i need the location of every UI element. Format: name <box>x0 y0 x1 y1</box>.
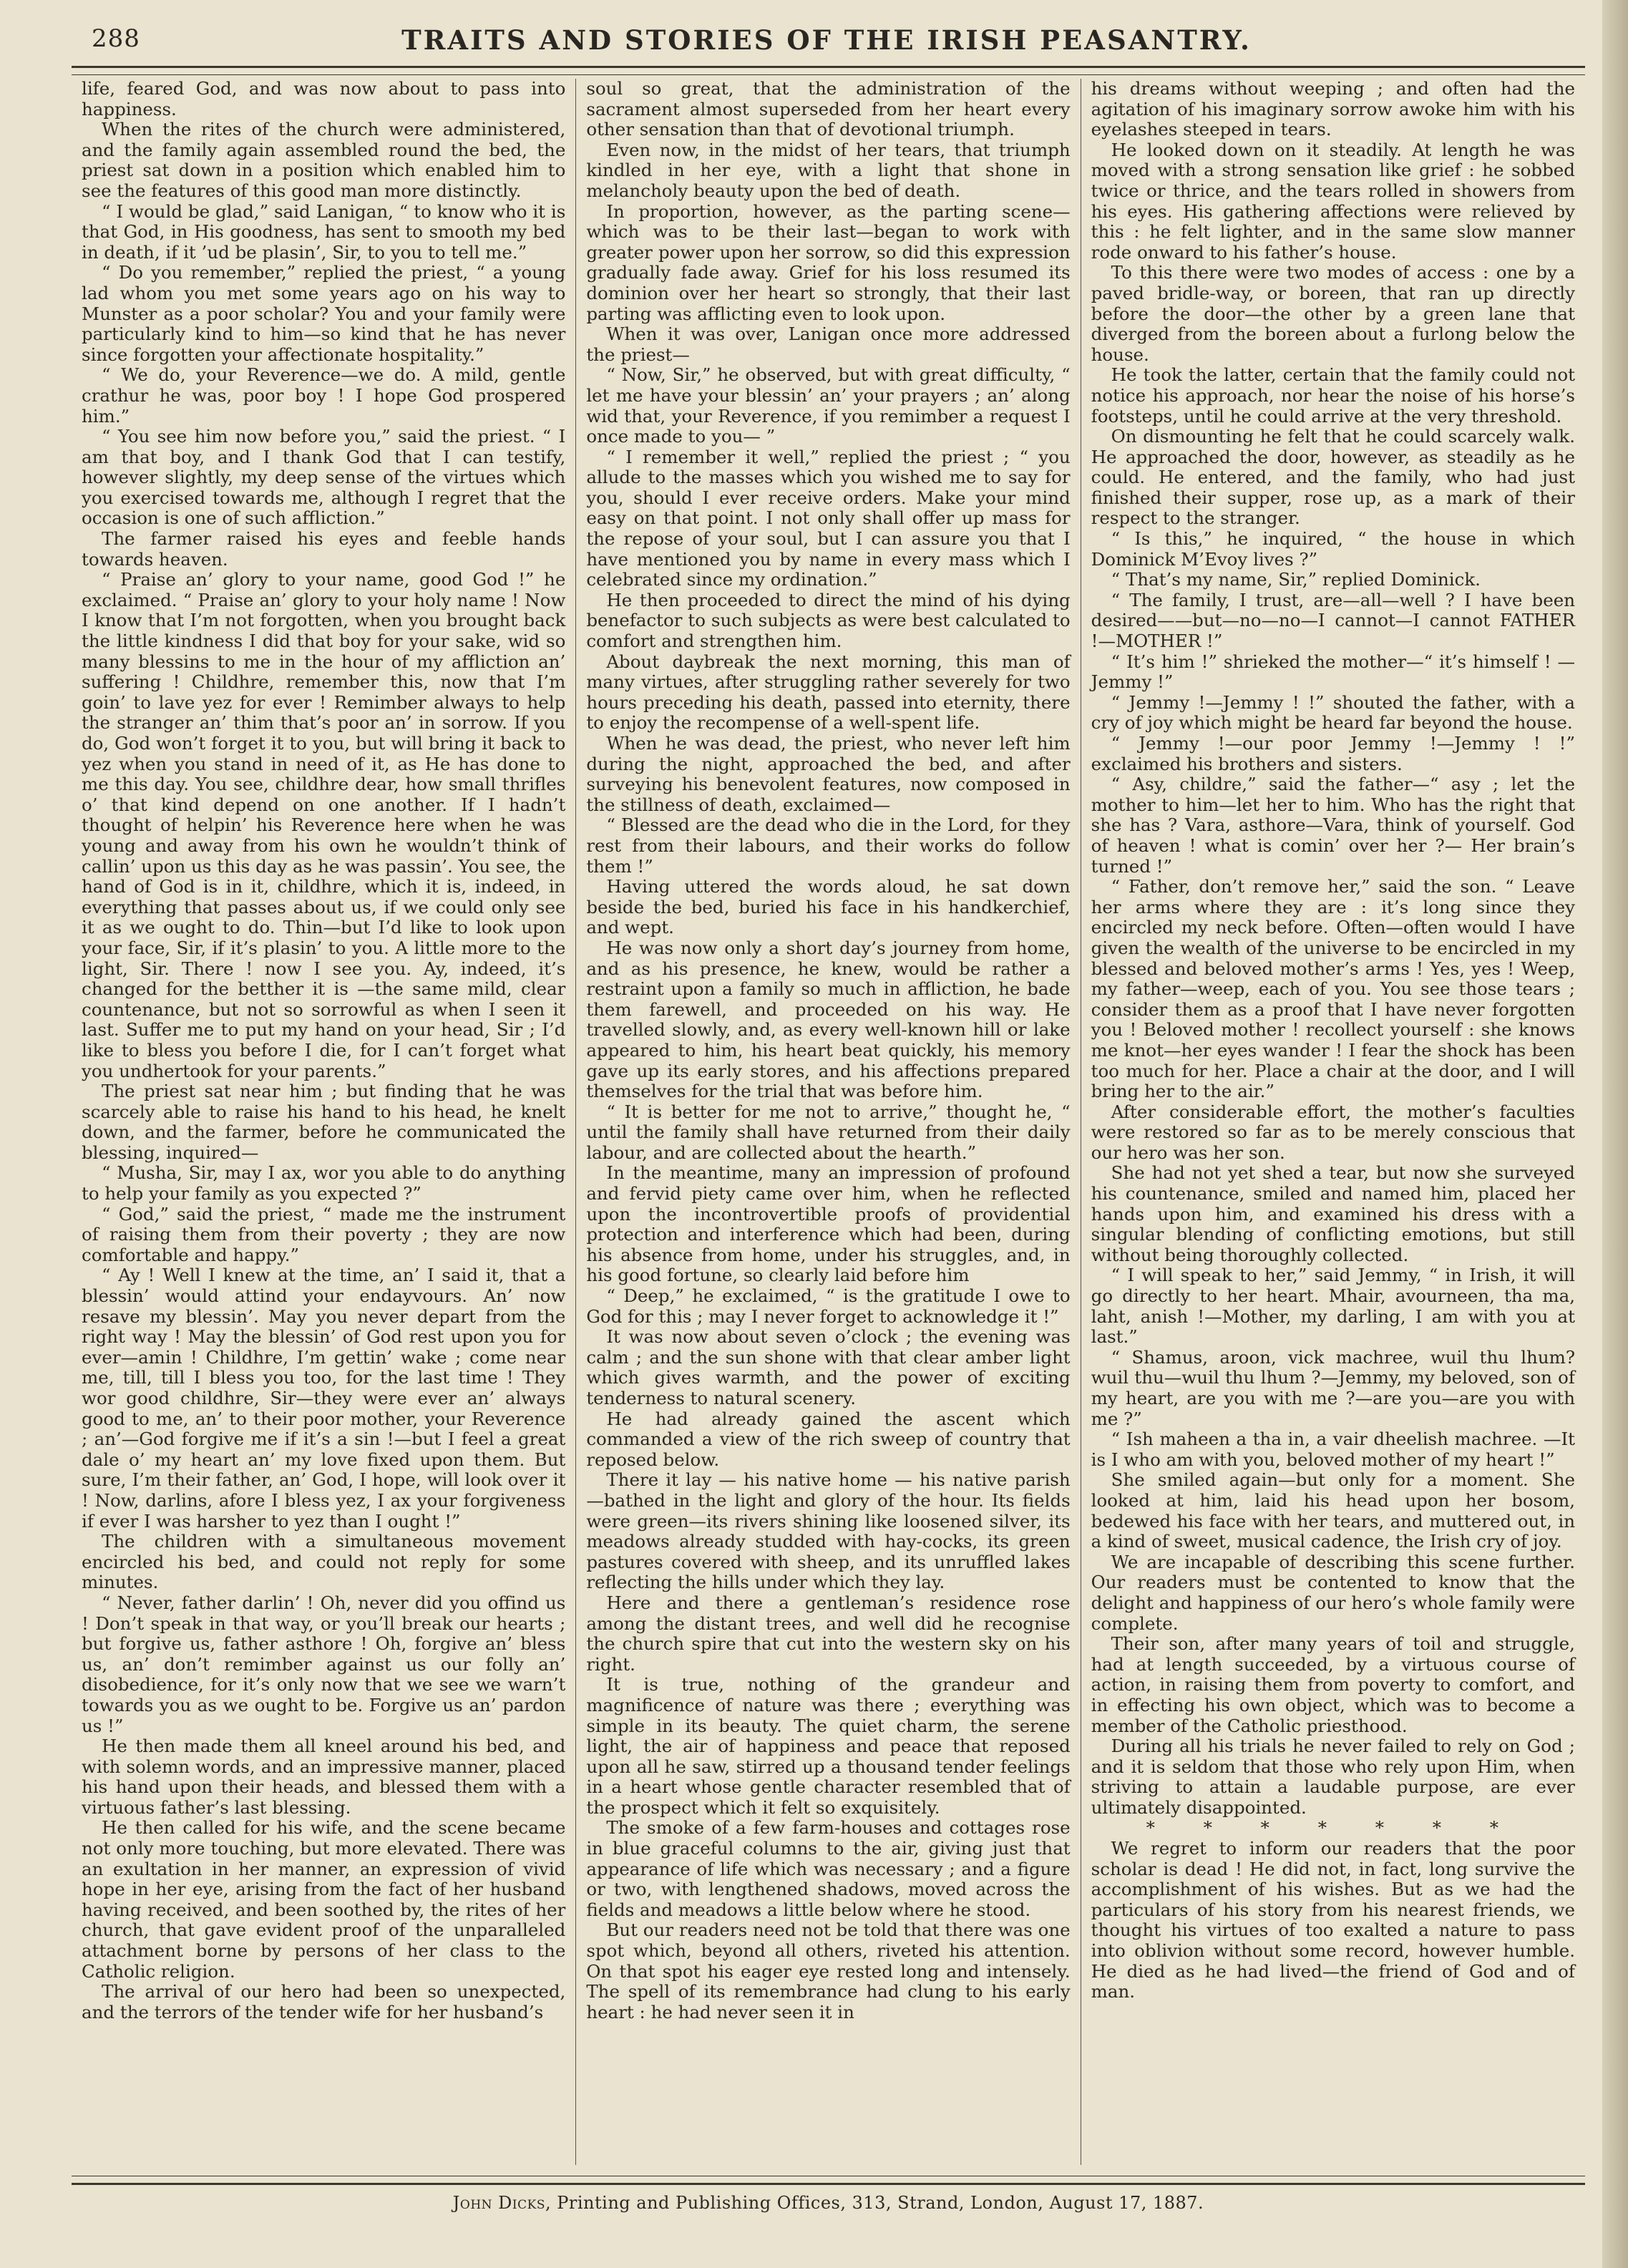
paragraph: “ God,” said the priest, “ made me the instrument of raising them from their poverty ; they are now comfortable and happy.” <box>82 1203 566 1265</box>
paragraph: “ Musha, Sir, may I ax, wor you able to do anything to help your family as you expected ?” <box>82 1162 566 1204</box>
paragraph: To this there were two modes of access : one by a paved bridle-way, or boreen, that ran up directly before the door—the other by a green lane that diverged from the boreen about a furlong below the house. <box>1091 262 1575 365</box>
paragraph: life, feared God, and was now about to pass into happiness. <box>82 79 566 120</box>
page-edge-shadow <box>1602 0 1628 2268</box>
paragraph: He then proceeded to direct the mind of his dying benefactor to such subjects as were best calculated to comfort and strengthen him. <box>586 589 1071 652</box>
paragraph: soul so great, that the administration of the sacrament almost superseded from her heart every other sensation than that of devotional triumph. <box>586 79 1071 140</box>
page-number: 288 <box>92 24 140 53</box>
paragraph: Here and there a gentleman’s residence rose among the distant trees, and well did he recognise the church spire that cut into the western sky on his right. <box>586 1592 1071 1675</box>
paragraph: During all his trials he never failed to rely on God ; and it is seldom that those who rely upon Him, when striving to attain a laudable purpose, are ever ultimately disappointed. <box>1091 1736 1575 1818</box>
paragraph: Their son, after many years of toil and struggle, had at length succeeded, by a virtuous course of action, in raising them from poverty to comfort, and in effecting his own object, which was to become a member of the Catholic priesthood. <box>1091 1633 1575 1736</box>
paragraph: “ It is better for me not to arrive,” thought he, “ until the family shall have returned from their daily labour, and are collected about the hearth.” <box>586 1101 1071 1163</box>
paragraph: “ It’s him !” shrieked the mother—“ it’s himself ! —Jemmy !” <box>1091 651 1575 693</box>
paragraph: He looked down on it steadily. At length he was moved with a strong sensation like grief : he sobbed twice or thrice, and the tears rolled in showers from his eyes. His gathering affections were relieved by this : he felt lighter, and in the same slow manner rode onward to his father’s house. <box>1091 139 1575 263</box>
paragraph: When the rites of the church were administered, and the family again assembled round the bed, the priest sat down in a position which enabled him to see the features of this good man more distinctly. <box>82 119 566 201</box>
paragraph: “ Never, father darlin’ ! Oh, never did you offind us ! Don’t speak in that way, or you’ll break our hearts ; but forgive us, father asthore ! Oh, forgive an’ bless us, an’ don’t remimber against us our folly an’ disobedience, for it’s only now that we see we warn’t towards you as we ought to be. Forgive us an’ pardon us !” <box>82 1592 566 1736</box>
section-break: * * * * * * * <box>1146 1817 1521 1839</box>
paragraph: But our readers need not be told that there was one spot which, beyond all others, riveted his attention. On that spot his eager eye rested long and intensely. The spell of its remembrance had clung to his early heart : he had never seen it in <box>586 1919 1071 2023</box>
paragraph: He was now only a short day’s journey from home, and as his presence, he knew, would be rather a restraint upon a family so much in affliction, he bade them farewell, and proceeded on his way. He travelled slowly, and, as every well-known hill or lake appeared to him, his heart beat quickly, his memory gave up its early stores, and his affections prepared themselves for the trial that was before him. <box>586 937 1071 1102</box>
paragraph: “ We do, your Reverence—we do. A mild, gentle crathur he was, poor boy ! I hope God prospered him.” <box>82 364 566 427</box>
paragraph: He took the latter, certain that the family could not notice his approach, nor hear the noise of his horse’s footsteps, until he could arrive at the very threshold. <box>1091 364 1575 427</box>
paragraph: his dreams without weeping ; and often had the agitation of his imaginary sorrow awoke him with his eyelashes steeped in tears. <box>1091 79 1575 140</box>
paragraph: “ Deep,” he exclaimed, “ is the gratitude I owe to God for this ; may I never forget to acknowledge it !” <box>586 1285 1071 1327</box>
paragraph: When he was dead, the priest, who never left him during the night, approached the bed, and after surveying his benevolent features, now composed in the stillness of death, exclaimed— <box>586 733 1071 815</box>
paragraph: “ Jemmy !—Jemmy ! !” shouted the father, with a cry of joy which might be heard far beyond the house. <box>1091 691 1575 734</box>
page-header <box>72 24 1581 60</box>
paragraph: She smiled again—but only for a moment. She looked at him, laid his head upon her bosom, bedewed his face with her tears, and muttered out, in a kind of sweet, musical cadence, the Irish cry of joy. <box>1091 1469 1575 1552</box>
paragraph: “ The family, I trust, are—all—well ? I have been desired——but—no—no—I cannot—I cannot FATHER !—MOTHER !” <box>1091 589 1575 652</box>
paragraph: We are incapable of describing this scene further. Our readers must be contented to know that the delight and happiness of our hero’s whole family were complete. <box>1091 1551 1575 1634</box>
running-title: TRAITS AND STORIES OF THE IRISH PEASANTRY. <box>401 24 1252 56</box>
paragraph: She had not yet shed a tear, but now she surveyed his countenance, smiled and named him, placed her hands upon him, and examined his dress with a singular blending of conflicting emotions, but still without being thoroughly collected. <box>1091 1162 1575 1265</box>
paragraph: “ Praise an’ glory to your name, good God !” he exclaimed. “ Praise an’ glory to your holy name ! Now I know that I’m not forgotten, when you brought back the little kindness I did that boy for your sake, wid so many blessins to me in the hour of my affliction an’ suffering ! Childhre, remember this, now that I’m goin’ to lave yez for ever ! Remimber always to help the stranger an’ thim that’s poor an’ in sorrow. If you do, God won’t forget it to you, but will bring it back to yez when you stand in need of it, as He has done to me this day. You see, childhre dear, how small thrifles o’ that kind depend on one another. If I hadn’t thought of helpin’ his Reverence here when he was young and away from his own he wouldn’t think of callin’ upon us this day as he was passin’. You see, the hand of God is in it, childhre, which it is, indeed, in everything that passes about us, if we could only see it as we ought to do. Thin—but I’d like to look upon your face, Sir, if it’s plasin’ to you. A little more to the light, Sir. There ! now I see you. Ay, indeed, it’s changed for the betther it is —the same mild, clear countenance, but not so sorrowful as when I seen it last. Suffer me to put my hand on your head, Sir ; I’d like to bless you before I die, for I can’t forget what you undhertook for your parents.” <box>82 569 566 1081</box>
paragraph: “ Now, Sir,” he observed, but with great difficulty, “ let me have your blessin’ an’ your prayers ; an’ along wid that, your Reverence, if you remimber a request I once made to you— ” <box>586 364 1071 447</box>
footer-rule <box>72 2176 1585 2185</box>
column-middle <box>575 79 1080 2165</box>
paragraph: “ Shamus, aroon, vick machree, wuil thu lhum? wuil thu—wuil thu lhum ?—Jemmy, my beloved, son of my heart, are you with me ?—are you—are you with me ?” <box>1091 1346 1575 1429</box>
imprint-footer <box>72 2193 1585 2213</box>
paragraph: In the meantime, many an impression of profound and fervid piety came over him, when he reflected upon the incontrovertible proofs of providential protection and interference which had been, during his absence from home, under his struggles, and, in his good fortune, so clearly laid before him <box>586 1162 1071 1286</box>
paragraph: After considerable effort, the mother’s faculties were restored so far as to be merely conscious that our hero was her son. <box>1091 1101 1575 1163</box>
paragraph: The children with a simultaneous movement encircled his bed, and could not reply for some minutes. <box>82 1531 566 1593</box>
paragraph: We regret to inform our readers that the poor scholar is dead ! He did not, in fact, long survive the accomplishment of his wishes. But as we had the particulars of his story from his nearest friends, we thought his virtues of too exalted a nature to pass into oblivion without some record, however humble. He died as he had lived—the friend of God and of man. <box>1091 1838 1575 2002</box>
paragraph: He then made them all kneel around his bed, and with solemn words, and an impressive manner, placed his hand upon their heads, and blessed them with a virtuous father’s last blessing. <box>82 1736 566 1818</box>
paragraph: “ Do you remember,” replied the priest, “ a young lad whom you met some years ago on his way to Munster as a poor scholar? You and your family were particularly kind to him—so kind that he has never since forgotten your affectionate hospitality.” <box>82 262 566 365</box>
paragraph: “ Blessed are the dead who die in the Lord, for they rest from their labours, and their works do follow them !” <box>586 814 1071 877</box>
paragraph: There it lay — his native home — his native parish—bathed in the light and glory of the hour. Its fields were green—its rivers shining like loosened silver, its meadows already studded with hay-cocks, its green pastures covered with sheep, and its unruffled lakes reflecting the hills under which they lay. <box>586 1469 1071 1593</box>
paragraph: “ I would be glad,” said Lanigan, “ to know who it is that God, in His goodness, has sent to smooth my bed in death, if it ’ud be plasin’, Sir, to you to tell me.” <box>82 200 566 263</box>
paragraph: It was now about seven o’clock ; the evening was calm ; and the sun shone with that clear amber light which gives warmth, and the power of exciting tenderness to natural scenery. <box>586 1326 1071 1408</box>
paragraph: About daybreak the next morning, this man of many virtues, after struggling rather severely for two hours preceding his death, passed into eternity, there to enjoy the recompense of a well-spent life. <box>586 651 1071 734</box>
paragraph: “ I remember it well,” replied the priest ; “ you allude to the masses which you wished me to say for you, should I ever receive orders. Make your mind easy on that point. I not only shall offer up mass for the repose of your soul, but I can assure you that I have mentioned you by name in every mass which I celebrated since my ordination.” <box>586 446 1071 590</box>
paragraph: “ Is this,” he inquired, “ the house in which Dominick M’Evoy lives ?” <box>1091 528 1575 570</box>
column-right <box>1081 79 1585 2165</box>
paragraph: “ Asy, childre,” said the father—“ asy ; let the mother to him—let her to him. Who has the right that she has ? Vara, asthore—Vara, think of yourself. God of heaven ! what is comin’ over her ?— Her brain’s turned !” <box>1091 774 1575 877</box>
paragraph: “ Father, don’t remove her,” said the son. “ Leave her arms where they are : it’s long since they encircled my neck before. Often—often would I have given the wealth of the universe to be encircled in my blessed and beloved mother’s arms ! Yes, yes ! Weep, my father—weep, each of you. You see those tears ; consider them as a proof that I have never forgotten you ! Beloved mother ! recollect yourself : she knows me knot—her eyes wander ! I fear the shock has been too much for her. Place a chair at the door, and I will bring her to the air.” <box>1091 876 1575 1102</box>
paragraph: The arrival of our hero had been so unexpected, and the terrors of the tender wife for her husband’s <box>82 1981 566 2023</box>
text-columns <box>72 79 1585 2165</box>
paragraph: “ Ay ! Well I knew at the time, an’ I said it, that a blessin’ would attind your endayvours. An’ now resave my blessin’. May you never depart from the right way ! May the blessin’ of God rest upon you for ever—amin ! Childhre, I’m gettin’ wake ; come near me, till, till I bless you too, for the last time ! They wor good childhre, Sir—they were ever an’ always good to me, an’ to their poor mother, your Reverence ; an’—God forgive me if it’s a sin !—but I feel a great dale o’ my heart an’ my love fixed upon them. But sure, I’m their father, an’ God, I hope, will look over it ! Now, darlins, afore I bless yez, I ax your forgiveness if ever I was harsher to yez than I ought !” <box>82 1265 566 1532</box>
paragraph: “ Jemmy !—our poor Jemmy !—Jemmy ! !” exclaimed his brothers and sisters. <box>1091 733 1575 774</box>
paragraph: “ You see him now before you,” said the priest. “ I am that boy, and I thank God that I can testify, however slightly, my deep sense of the virtues which you exercised towards me, although I regret that the occasion is one of such affliction.” <box>82 426 566 529</box>
paragraph: He had already gained the ascent which commanded a view of the rich sweep of country that reposed below. <box>586 1408 1071 1470</box>
paragraph: It is true, nothing of the grandeur and magnificence of nature was there ; everything was simple in its beauty. The quiet charm, the serene light, the air of happiness and peace that reposed upon all he saw, stirred up a thousand tender feelings in a heart whose gentle character resembled that of the prospect which it felt so exquisitely. <box>586 1674 1071 1818</box>
paragraph: “ Ish maheen a tha in, a vair dheelish machree. —It is I who am with you, beloved mother of my heart !” <box>1091 1429 1575 1470</box>
header-rule <box>72 66 1585 75</box>
paragraph: Having uttered the words aloud, he sat down beside the bed, buried his face in his handkerchief, and wept. <box>586 876 1071 938</box>
paragraph: When it was over, Lanigan once more addressed the priest— <box>586 323 1071 365</box>
paragraph: He then called for his wife, and the scene became not only more touching, but more elevated. There was an exultation in her manner, an expression of vivid hope in her eye, arising from the fact of her husband having received, and been soothed by, the rites of her church, that gave evident proof of the unparalleled attachment borne by persons of her class to the Catholic religion. <box>82 1817 566 1982</box>
paragraph: “ That’s my name, Sir,” replied Dominick. <box>1111 569 1481 590</box>
paragraph: The smoke of a few farm-houses and cottages rose in blue graceful columns to the air, giving just that appearance of life which was necessary ; and a figure or two, with lengthened shadows, moved across the fields and meadows a little below where he stood. <box>586 1817 1071 1920</box>
paragraph: “ I will speak to her,” said Jemmy, “ in Irish, it will go directly to her heart. Mhair, avourneen, tha ma, laht, anish !—Mother, my darling, I am with you at last.” <box>1091 1265 1575 1348</box>
paragraph: On dismounting he felt that he could scarcely walk. He approached the door, however, as steadily as he could. He entered, and the family, who had just finished their supper, rose up, as a mark of their respect to the stranger. <box>1091 426 1575 529</box>
paragraph: The farmer raised his eyes and feeble hands towards heaven. <box>82 528 566 570</box>
column-left <box>72 79 575 2165</box>
paragraph: Even now, in the midst of her tears, that triumph kindled in her eye, with a light that shone in melancholy beauty upon the bed of death. <box>586 139 1071 201</box>
publisher-name: John Dicks <box>452 2193 545 2213</box>
imprint-text: , Printing and Publishing Offices, 313, Strand, London, August 17, 1887. <box>545 2193 1204 2213</box>
paragraph: In proportion, however, as the parting scene—which was to be their last—began to work with greater power upon her sorrow, so did this expression gradually fade away. Grief for his loss resumed its dominion over her heart so strongly, that their last parting was afflicting even to look upon. <box>586 200 1071 324</box>
paragraph: The priest sat near him ; but finding that he was scarcely able to raise his hand to his head, he knelt down, and the farmer, before he communicated the blessing, inquired— <box>82 1081 566 1163</box>
